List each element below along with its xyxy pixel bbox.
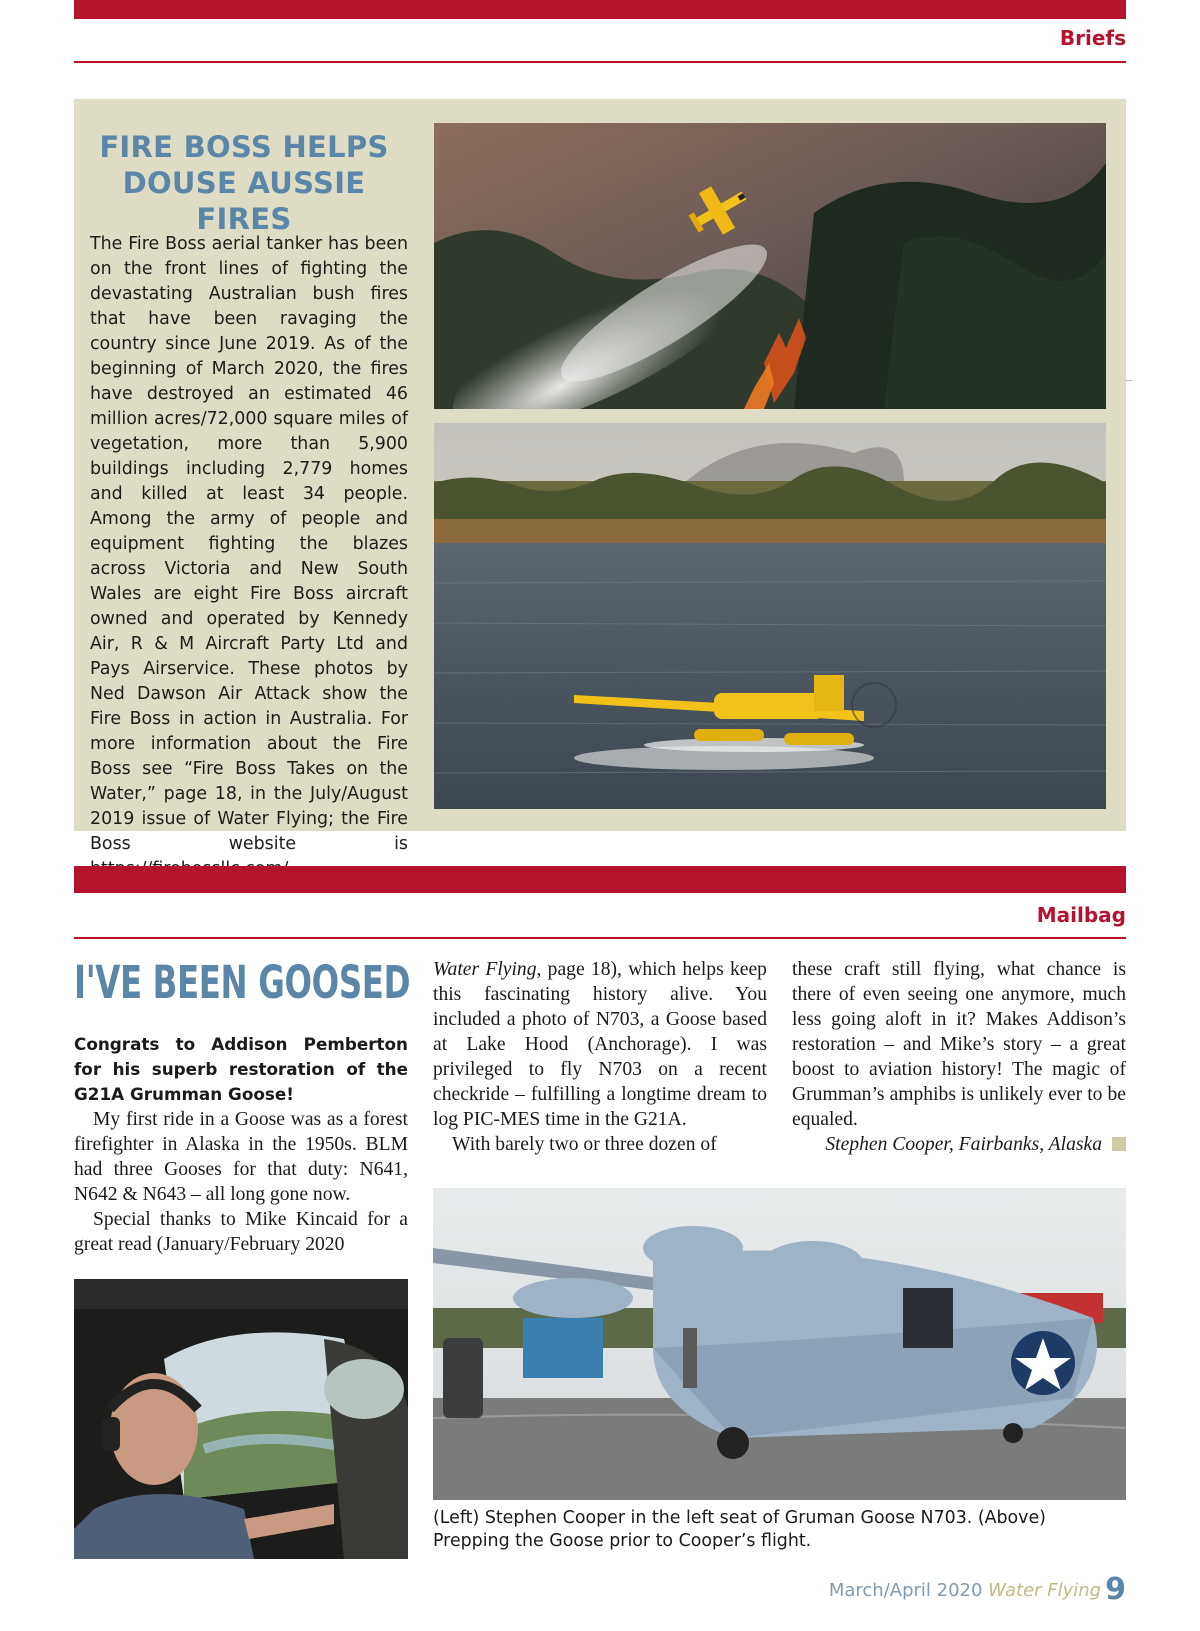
col1-paragraph-1: My first ride in a Goose was as a forest firefighter in Alaska in the 1950s. BLM had three Gooses for that duty: N641, N642 & N643 – all long gone now.	[74, 1109, 408, 1205]
sidebar-title-line2: DOUSE AUSSIE FIRES	[122, 166, 366, 236]
photo-fire-drop	[434, 123, 1106, 409]
mailbag-lead: Congrats to Addison Pemberton for his superb restoration of the G21A Grumman Goose!	[74, 1034, 408, 1104]
end-of-story-mark	[1112, 1137, 1126, 1151]
sidebar-title	[84, 129, 404, 237]
page-number: 9	[1105, 1572, 1126, 1607]
mailbag-col1-text	[74, 1107, 408, 1257]
page-footer	[829, 1572, 1126, 1607]
section-rule-mailbag	[74, 937, 1126, 939]
col2-paragraph-2: With barely two or three dozen of	[452, 1134, 717, 1155]
mailbag-col3-text	[792, 957, 1126, 1157]
top-color-bar	[74, 0, 1126, 19]
section-label-mailbag: Mailbag	[1036, 903, 1126, 927]
margin-tick	[1126, 380, 1132, 381]
photo-caption: (Left) Stephen Cooper in the left seat of Gruman Goose N703. (Above) Prepping the Goose prior to Cooper’s flight.	[433, 1508, 1046, 1551]
mailbag-headline: I'VE BEEN GOOSED	[74, 956, 411, 1009]
mailbag-color-bar	[74, 866, 1126, 893]
col1-paragraph-2: Special thanks to Mike Kincaid for a great read (January/February 2020	[74, 1209, 408, 1255]
col3-paragraph-1: these craft still flying, what chance is there of even seeing one anymore, much less going aloft in it? Makes Addison’s restoration – and Mike’s story – a great boost to aviation history! The magic of Grumman’s amphibs is unlikely ever to be equaled.	[792, 959, 1126, 1130]
section-label-briefs: Briefs	[1059, 26, 1126, 50]
footer-publication: Water Flying	[988, 1580, 1102, 1601]
letter-signature	[792, 1132, 1126, 1157]
sidebar-title-line1: FIRE BOSS HELPS	[99, 130, 389, 164]
sidebar-body: The Fire Boss aerial tanker has been on the front lines of fighting the devastating Australian bush fires that have been ravaging the country since June 2019. As of the beginning of March 2020, the fires have destroyed an estimated 46 million acres/72,000 square miles of vegetation, more than 5,900 buildings including 2,779 homes and killed at least 34 people. Among the army of people and equipment fighting the blazes across Victoria and New South Wales are eight Fire Boss aircraft owned and operated by Kennedy Air, R & M Aircraft Party Ltd and Pays Airservice. These photos by Ned Dawson Air Attack show the Fire Boss in action in Australia. For more information about the Fire Boss see “Fire Boss Takes on the Water,” page 18, in the July/August 2019 issue of Water Flying; the Fire Boss website is	[90, 234, 408, 854]
mailbag-col2-text	[433, 957, 767, 1157]
section-rule-briefs	[74, 61, 1126, 63]
photo-cockpit-pilot	[74, 1279, 408, 1559]
col2-paragraph-1	[433, 957, 767, 1132]
magazine-title-italic: Water Flying	[433, 959, 537, 980]
fire-boss-sidebar	[74, 99, 1126, 854]
footer-issue: March/April 2020	[828, 1580, 983, 1601]
signature-text: Stephen Cooper, Fairbanks, Alaska	[825, 1134, 1102, 1155]
photo-water-scoop	[434, 423, 1106, 809]
photo-goose-on-ramp	[433, 1188, 1126, 1500]
col2-paragraph-1-text: , page 18), which helps keep this fascinating history alive. You included a photo of N703, a Goose based at Lake Hood (Anchorage). I was privileged to fly N703 on a recent checkride – fulfilling a longtime dream to log PIC-MES time in the G21A.	[433, 959, 767, 1130]
